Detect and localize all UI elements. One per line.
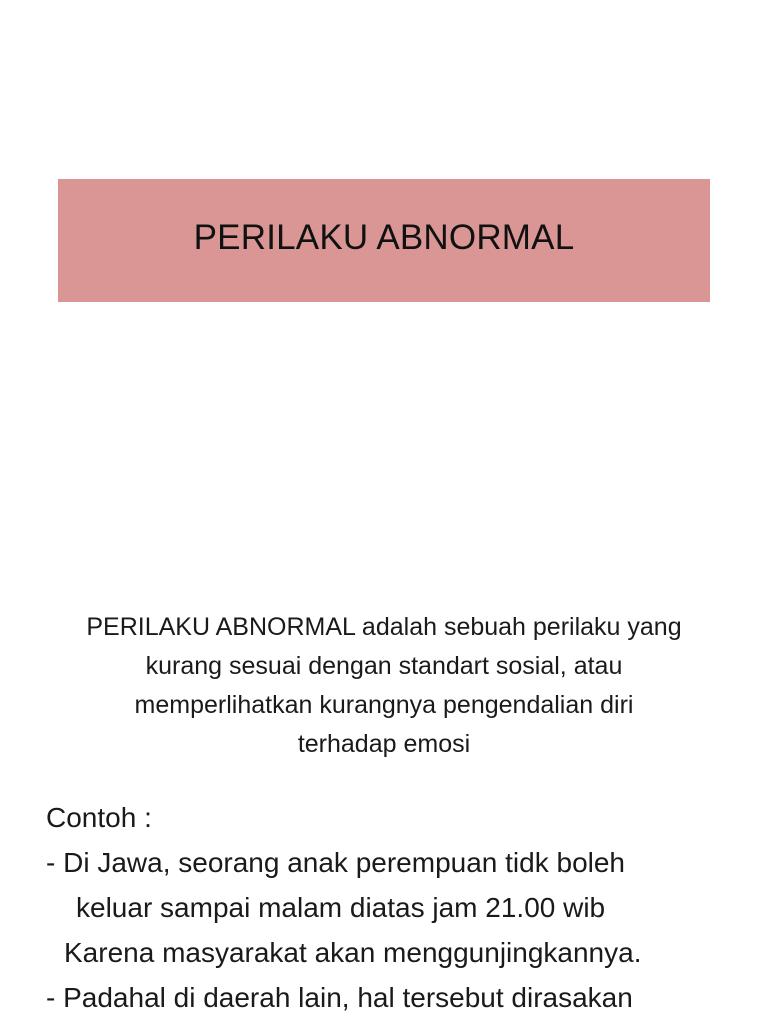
definition-line: terhadap emosi xyxy=(297,730,471,758)
example-line: keluar sampai malam diatas jam 21.00 wib xyxy=(76,892,606,923)
definition-line: kurang sesuai dengan standart sosial, atau xyxy=(145,652,623,680)
definition-paragraph xyxy=(30,608,738,764)
title-band xyxy=(58,179,710,302)
example-line: - Di Jawa, seorang anak perempuan tidk boleh xyxy=(46,847,626,878)
definition-line: PERILAKU ABNORMAL adalah sebuah perilaku yang xyxy=(86,613,682,641)
example-line: - Padahal di daerah lain, hal tersebut dirasakan xyxy=(46,982,633,1013)
example-line: Karena masyarakat akan menggunjingkannya. xyxy=(64,937,642,968)
definition-line: memperlihatkan kurangnya pengendalian diri xyxy=(134,691,634,719)
examples-heading: Contoh : xyxy=(46,802,152,833)
examples-section xyxy=(46,795,746,1020)
slide-title: PERILAKU ABNORMAL xyxy=(193,217,575,257)
